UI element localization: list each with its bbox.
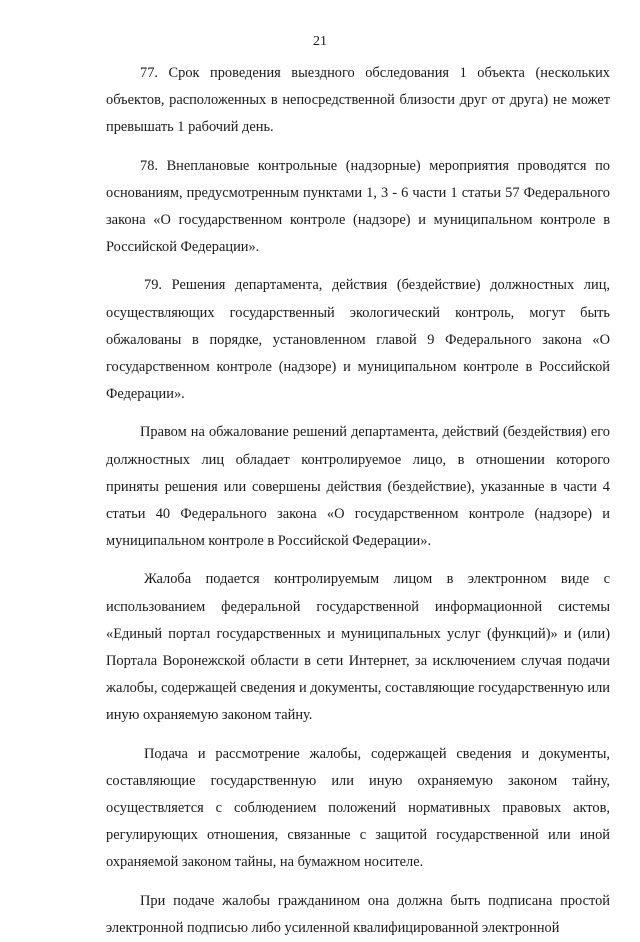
paragraph-citizen-signature: При подаче жалобы гражданином она должна быть подписана простой электронной подписью либо усиленной квалифицированной электронной <box>106 892 610 936</box>
paragraph-appeal-right: Правом на обжалование решений департамента, действий (бездействия) его должностных лиц обладает контролируемое лицо, в отношении которого приняты решения или совершены действия (бездействие), указанные в части 4 статьи 40 Федерального закона «О государственном контроле (надзоре) и муниципальном контроле в Российской Федерации». <box>106 424 610 550</box>
paragraph-77: 77. Срок проведения выездного обследования 1 объекта (нескольких объектов, расположенных в непосредственной близости друг от друга) не может превышать 1 рабочий день. <box>106 65 610 136</box>
page-number: 21 <box>313 34 327 49</box>
paragraph-78: 78. Внеплановые контрольные (надзорные) мероприятия проводятся по основаниям, предусмотренным пунктами 1, 3 - 6 части 1 статьи 57 Федерального закона «О государственном контроле (надзоре) и муниципальном контроле в Российской Федерации». <box>106 157 610 256</box>
document-body <box>106 60 610 942</box>
paragraph-79: 79. Решения департамента, действия (бездействие) должностных лиц, осуществляющих государственный экологический контроль, могут быть обжалованы в порядке, установленном главой 9 Федерального закона «О государственном контроле (надзоре) и муниципальном контроле в Российской Федерации». <box>106 277 610 403</box>
paragraph-complaint-submission: Жалоба подается контролируемым лицом в электронном виде с использованием федеральной государственной информационной системы «Единый портал государственных и муниципальных услуг (функций)» и (или) Портала Воронежской области в сети Интернет, за исключением случая подачи жалобы, содержащей сведения и документы, составляющие государственную или иную охраняемую законом тайну. <box>106 571 610 724</box>
paragraph-secret-complaint: Подача и рассмотрение жалобы, содержащей сведения и документы, составляющие государственную или иную охраняемую законом тайну, осуществляется с соблюдением положений нормативных правовых актов, регулирующих отношения, связанные с защитой государственной или иной охраняемой законом тайны, на бумажном носителе. <box>106 745 610 871</box>
